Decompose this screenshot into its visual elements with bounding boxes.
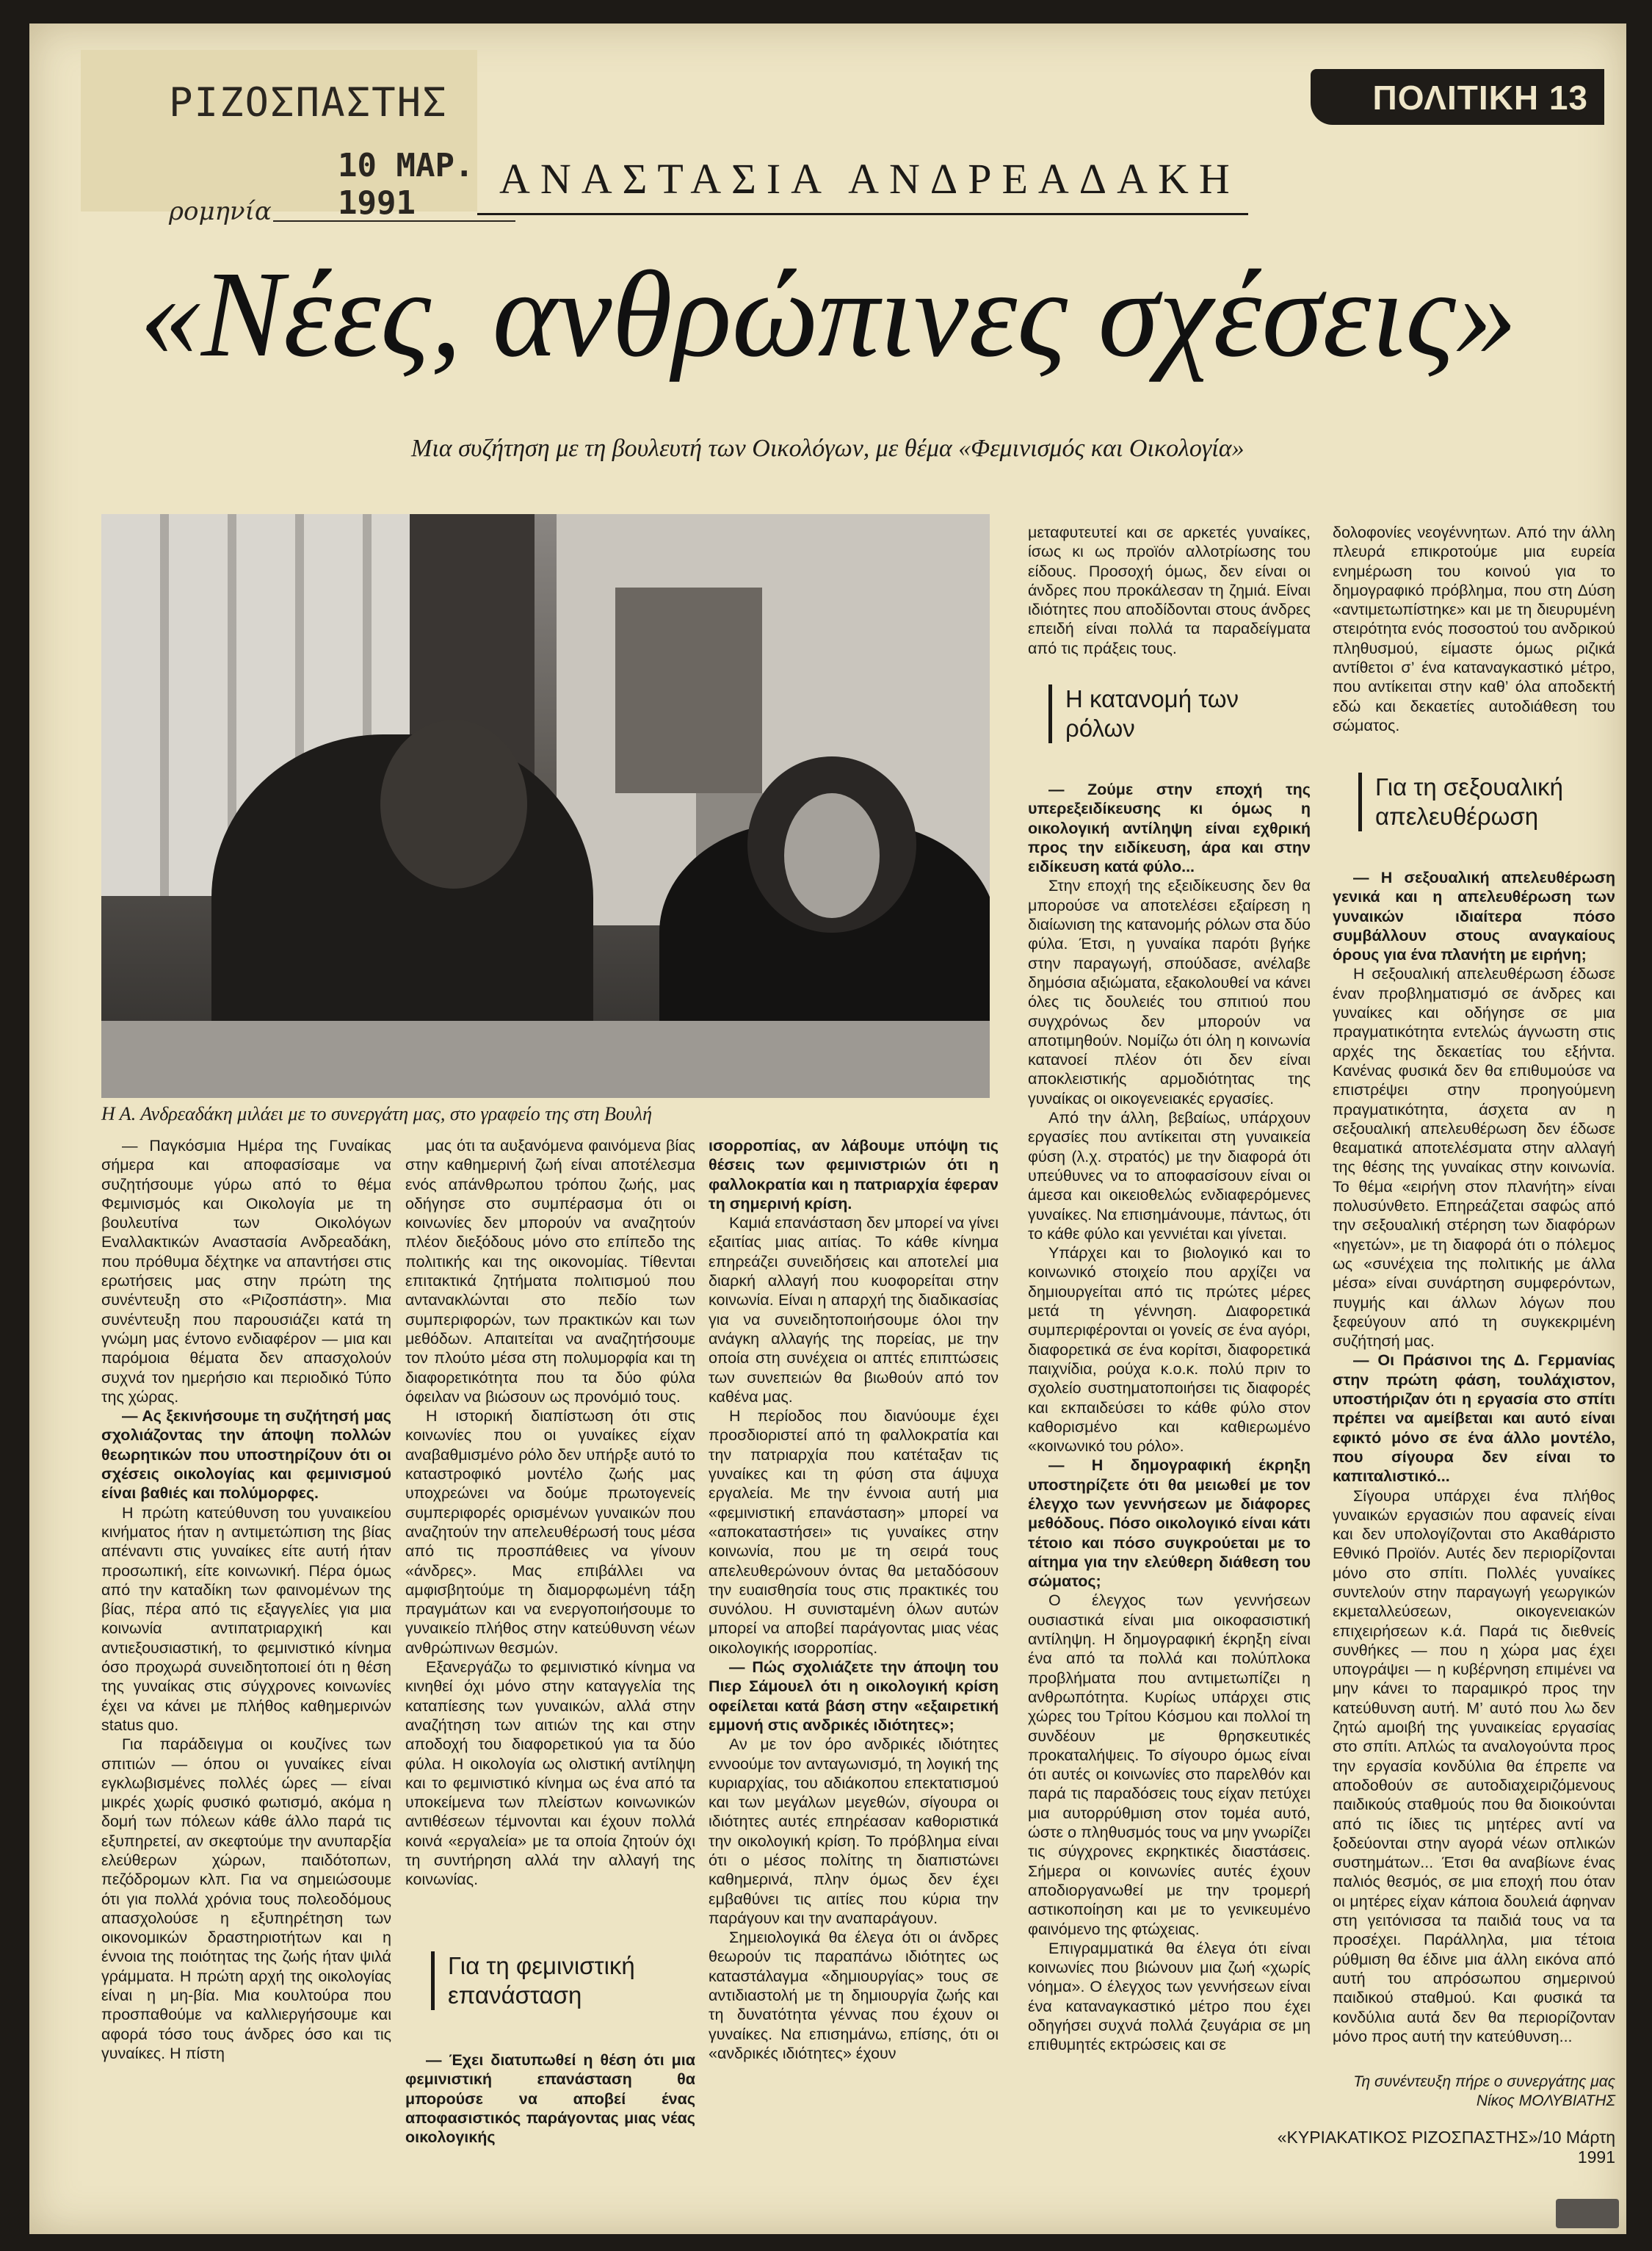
- paragraph: Επιγραμματικά θα έλεγα ότι είναι κοινωνίες που βιώνουν μια ζωή «χωρίς νόημα». Ο έλεγχος των γεννήσεων είναι ένα καταναγκαστικό μέτρο που έχει οδηγήσει συχνά πολλά ζευγάρια σε μη επιθυμητές εκτρώσεις και σε: [1028, 1939, 1311, 2054]
- article-column-2b: [405, 2051, 695, 2147]
- subhead-feminist-revolution: Για τη φεμινιστική επανάσταση: [431, 1951, 690, 2010]
- article-column-5a: [1333, 523, 1615, 735]
- subhead-role-distribution: Η κατανομή των ρόλων: [1048, 684, 1286, 743]
- paragraph: — Ζούμε στην εποχή της υπερεξειδίκευσης κι όμως η οικολογική αντίληψη είναι εχθρική προς την ειδίκευση, άρα και στην ειδίκευση κατά φύλο...: [1028, 781, 1311, 876]
- article-column-3: [709, 1136, 999, 2063]
- paragraph: Από την άλλη, βεβαίως, υπάρχουν εργασίες που αντίκειται στη γυναικεία φύση (λ.χ. στρατός) με την διαφορά ότι υπεύθυνες να το αποφασίσουν είναι οι άμεσα και οικειοθελώς ενδιαφερόμενες γυναίκες. Να επισημάνουμε, πάντως, ότι το κάθε φύλο και γεννιέται και γίνεται.: [1028, 1109, 1311, 1243]
- paragraph: μας ότι τα αυξανόμενα φαινόμενα βίας στην καθημερινή ζωή είναι αποτέλεσμα ενός απάνθρωπου τρόπου ζωής, μας οδήγησε στο συμπέρασμα ότι οι κοινωνίες δεν μπορούν να αναζητούν πλέον διεξόδους μόνο στο επίπεδο της πολιτικής και της οικονομίας. Τίθενται επιτακτικά ζητήματα πολιτισμού που αντανακλώνται στο πεδίο των συμπεριφορών, των πρακτικών και των μεθόδων. Απαιτείται να αναζητήσουμε τον πλούτο μέσα στη πολυμορφία και τη διαφορετικότητα που τα δύο φύλα όφειλαν να βιώσουν ως προνόμιό τους.: [405, 1137, 695, 1406]
- newspaper-clipping: [29, 24, 1626, 2234]
- interview-credit: Τη συνέντευξη πήρε ο συνεργάτης μας Νίκος ΜΟΛΥΒΙΑΤΗΣ: [1353, 2073, 1615, 2109]
- paragraph: Υπάρχει και το βιολογικό και το κοινωνικό στοιχείο που αρχίζει να δημιουργείται από τις πρώτες μέρες μετά τη γέννηση. Διαφορετικά συμπεριφέρονται οι γονείς σε ένα αγόρι, διαφορετικά σε ένα κορίτσι, διαφορετικά παιχνίδια, ρούχα κ.ο.κ. πολύ πριν το σχολείο συστηματοποιήσει τις διαφορές και εκπαιδεύσει το κάθε φύλο στον καθορισμένο και καθιερωμένο «κοινωνικό του ρόλο».: [1028, 1244, 1311, 1456]
- paragraph: Ο έλεγχος των γεννήσεων ουσιαστικά είναι μια οικοφασιστική αντίληψη. Η δημογραφική έκρηξη είναι ένα από τα πολλά και πολύπλοκα προβλήματα που αντιμετωπίζει η ανθρωπότητα. Κυρίως υπάρχει στις χώρες του Τρίτου Κόσμου και πολλοί τη συνδέουν με θρησκευτικές προκαταλήψεις. Το σίγουρο όμως είναι ότι αυτές οι κοινωνίες στο παρελθόν και παρά τις παραδόσεις τους είχαν πετύχει μια αυτορρύθμιση στον τομέα αυτό, ώστε ο πληθυσμός τους να μην γνωρίζει τις σύγχρονες εκρηκτικές διαστάσεις. Σήμερα οι κοινωνίες αυτές έχουν αποδιοργανωθεί με την τρομερή αστικοποίηση και με το γενικευμένο φαινόμενο της φτώχειας.: [1028, 1591, 1311, 1938]
- article-column-4a: [1028, 523, 1311, 658]
- paragraph: Η σεξουαλική απελευθέρωση έδωσε έναν προβληματισμό σε άνδρες και γυναίκες και οδήγησε σε μια πραγματικότητα εντελώς άγνωστη στις αρχές της δεκαετίας του εξήντα. Κανένας φυσικά δεν θα επιθυμούσε να επιστρέψει στην προηγούμενη πραγματικότητα, άσχετα αν η σεξουαλική απελευθέρωση δεν έδωσε θεαματικά αποτελέσματα στην αλλαγή της θέσης της γυναίκας στην κοινωνία. Το θέμα «ειρήνη στον πλανήτη» είναι πολυσύνθετο. Επηρεάζεται σαφώς από την σεξουαλική στέρηση των διαφόρων «ηγετών», με τη διαφορά ότι ο πόλεμος ως «συνέχεια της πολιτικής με άλλα μέσα» είναι συνάρτηση συμφερόντων, πυγμής και άλλων λόγων που ξεφεύγουν από τη συγκεκριμένη συζήτησή μας.: [1333, 965, 1615, 1351]
- paragraph: — Η δημογραφική έκρηξη υποστηρίζετε ότι θα μειωθεί με τον έλεγχο των γεννήσεων με διάφορες μεθόδους. Πόσο οικολογικό είναι κάτι τέτοιο και πόσο συγκρούεται με το αίτημα για την ελεύθερη διάθεση του σώματος;: [1028, 1456, 1311, 1591]
- author-rule: [477, 213, 1248, 215]
- article-column-2: [405, 1136, 695, 1937]
- archive-corner-tag: [1556, 2199, 1619, 2228]
- headline: «Νέες, ανθρώπινες σχέσεις»: [140, 246, 1518, 383]
- article-column-4b: [1028, 780, 1311, 2055]
- author-name: ΑΝΑΣΤΑΣΙΑ ΑΝΔΡΕΑΔΑΚΗ: [499, 155, 1240, 203]
- photo-caption: Η Α. Ανδρεαδάκη μιλάει με το συνεργάτη μας, στο γραφείο της στη Βουλή: [101, 1103, 653, 1124]
- section-badge: [1311, 69, 1604, 125]
- paragraph: Σίγουρα υπάρχει ένα πλήθος γυναικών εργασιών που αφανείς είναι και δεν υπολογίζονται στο Ακαθάριστο Εθνικό Προϊόν. Αυτές δεν περιορίζονται μόνο στο σπίτι. Πολλές γυναίκες συντελούν στην παραγωγή γεωργικών εκμεταλλεύσεων, οικογενειακών επιχειρήσεων κ.ά. Παρά τις διεθνείς συνθήκες — που η χώρα μας έχει υπογράψει — η κυβέρνηση επιμένει να μην κάνει το παραμικρό προς την κατεύθυνση αυτή. Μ’ αυτό που λω δεν ζητώ αμοιβή της γυναικείας εργασίας στο σπίτι. Απλώς τα αναλογούντα προς την εργασία κονδύλια θα έπρεπε να αποδοθούν σε αυτοδιαχειριζόμενους παιδικούς σταθμούς που θα διοικούνται από τις ίδιες τις μητέρες αντί να ξοδεύονται στην αγορά νέων οπλικών συστημάτων... Έτσι θα αναβίωνε ένας παλιός θεσμός, σε μια εποχή που όταν οι μητέρες είχαν κάποια δουλειά άφηναν στη γειτόνισσα τα παιδιά τους να τα προσέχει. Παράλληλα, μια τέτοια ρύθμιση θα έδινε μια άλλη εικόνα από αυτή του απρόσωπου σημερινού παιδικού σταθμού. Και φυσικά τα κονδύλια αυτά δεν θα περιορίζονταν μόνο προς αυτή την κατεύθυνση...: [1333, 1486, 1615, 2045]
- section-label: ΠΟΛΙΤΙΚΗ 13: [1372, 79, 1588, 117]
- stamp-date-label: ρομηνία: [169, 197, 272, 226]
- paragraph: Η πρώτη κατεύθυνση του γυναικείου κινήματος ήταν η αντιμετώπιση της βίας απέναντι στις γυναίκες είτε αυτή ήταν προσωπική, είτε κοινωνική. Πέρα όμως από την καταδίκη των φαινομένων της βίας, πέρα από τις εξαγγελίες για μια κοινωνία αντιπατριαρχική και αντιεξουσιαστική, το φεμινιστικό κίνημα όσο προχωρά συνειδητοποιεί ότι η θέση της γυναίκας στις σύγχρονες κοινωνίες έχει να κάνει με πλήθος καθημερινών status quo.: [101, 1503, 391, 1734]
- paragraph: — Έχει διατυπωθεί η θέση ότι μια φεμινιστική επανάσταση θα μπορούσε να αποβεί ένας αποφασιστικός παράγοντας μιας νέας οικολογικής: [405, 2051, 695, 2147]
- paragraph: μεταφυτευτεί και σε αρκετές γυναίκες, ίσως κι ως προϊόν αλλοτρίωσης του είδους. Προσοχή όμως, δεν είναι οι άνδρες που προκάλεσαν τη ζημιά. Είναι ιδιότητες που αποδίδονται στους άνδρες επειδή είναι πολλά τα παραδείγματα από τις πράξεις τους.: [1028, 524, 1311, 657]
- paragraph: ισορροπίας, αν λάβουμε υπόψη τις θέσεις των φεμινιστριών ότι η φαλλοκρατία και η πατριαρχία έφεραν τη σημερινή κρίση.: [709, 1137, 999, 1213]
- interview-photo: [101, 514, 990, 1098]
- paragraph: — Πώς σχολιάζετε την άποψη του Πιερ Σάμουελ ότι η οικολογική κρίση οφείλεται κατά βάση στην «εξαιρετική εμμονή στις ανδρικές ιδιότητες»;: [709, 1658, 999, 1734]
- paragraph: — Ας ξεκινήσουμε τη συζήτησή μας σχολιάζοντας την άποψη πολλών θεωρητικών που υποστηρίζουν ότι οι σχέσεις οικολογίας και φεμινισμού είναι βαθιές και πολύμορφες.: [101, 1407, 391, 1503]
- paragraph: Εξανεργάζω το φεμινιστικό κίνημα να κινηθεί όχι μόνο στην καταγγελία της καταπίεσης των γυναικών, αλλά στην αναζήτηση των αιτιών της και στην αποδοχή του διαφορετικού για τα δύο φύλα. Η οικολογία ως ολιστική αντίληψη και το φεμινιστικό κίνημα ως ένα από τα υποκείμενα των πλείστων κοινωνικών αντιθέσεων τέμνονται και έχουν πολλά κοινά «εργαλεία» με τα οποία ζητούν όχι τη συντήρηση αλλά την αλλαγή της κοινωνίας.: [405, 1658, 695, 1889]
- paragraph: Αν με τον όρο ανδρικές ιδιότητες εννοούμε τον ανταγωνισμό, τη λογική της κυριαρχίας, του αδιάκοπου επεκτατισμού και των μεγάλων μεγεθών, σίγουρα οι ιδιότητες αυτές επηρέασαν καθοριστικά την οικολογική κρίση. Το πρόβλημα είναι ότι ο μέσος πολίτης τη διαπιστώνει καθημερινά, πλην όμως δεν έχει εμβαθύνει τις αιτίες που κύρια την παράγουν και την αναπαράγουν.: [709, 1735, 999, 1927]
- paragraph: Στην εποχή της εξειδίκευσης δεν θα μπορούσε να αποτελέσει εξαίρεση η διαίωνιση της κατανομής ρόλων στα δύο φύλα. Έτσι, η γυναίκα παρότι βγήκε στην παραγωγή, σπούδασε, ανέλαβε δημόσια αξιώματα, εξακολουθεί να κάνει όλες τις δουλειές του σπιτιού που συγχρόνως δεν μπορούν να αποτιμηθούν. Νομίζω ότι όλη η κοινωνία κατανοεί πλέον ότι δεν είναι αποκλειστικής αρμοδιότητας της γυναίκας οι οικογενειακές εργασίες.: [1028, 877, 1311, 1108]
- article-column-5b: [1333, 868, 1615, 2046]
- paragraph: — Η σεξουαλική απελευθέρωση γενικά και η απελευθέρωση των γυναικών ιδιαίτερα πόσο συμβάλλουν στους αναγκαίους όρους για ένα πλανήτη με ειρήνη;: [1333, 869, 1615, 964]
- paragraph: — Παγκόσμια Ημέρα της Γυναίκας σήμερα και αποφασίσαμε να συζητήσουμε γύρω από το θέμα Φεμινισμός και Οικολογία με τη βουλευτίνα των Οικολόγων Εναλλακτικών Αναστασία Ανδρεαδάκη, που πρόθυμα δέχτηκε να απαντήσει στις ερωτήσεις μας στην πρώτη της συνέντευξη στο «Ριζοσπάστη». Μια συνέντευξη που παρουσιάζει κατά τη γνώμη μας έντονο ενδιαφέρον — μια και παρόμοια θέματα δεν απασχολούν συχνά τον ημερήσιο και περιοδικό Τύπο της χώρας.: [101, 1137, 391, 1406]
- paragraph: Η ιστορική διαπίστωση ότι στις κοινωνίες που οι γυναίκες είχαν αναβαθμισμένο ρόλο δεν υπήρξε αυτό το καταστροφικό μοντέλο ζωής μας υποχρεώνει να δούμε πρωτογενείς συμπεριφορές ορισμένων γυναικών που αναζητούν την απελευθέρωσή τους μέσα από τις προσπάθειες να γίνουν «άνδρες». Μας επιβάλλει να αμφισβητούμε τη διαμορφωμένη τάξη πραγμάτων και να ενεργοποιήσουμε το γυναικείο πλήθος στην κατεύθυνση νέων ανθρώπινων θεσμών.: [405, 1407, 695, 1657]
- source-footer: «ΚΥΡΙΑΚΑΤΙΚΟΣ ΡΙΖΟΣΠΑΣΤΗΣ»/10 Μάρτη 1991: [1277, 2128, 1615, 2167]
- paragraph: Καμιά επανάσταση δεν μπορεί να γίνει εξαιτίας μιας αιτίας. Το κάθε κίνημα επηρεάζει συνειδήσεις και αποτελεί μια διαρκή αλλαγή που κυοφορείται στην κοινωνία. Είναι η απαρχή της διαδικασίας για να συνειδητοποιήσουμε όλοι την ανάγκη αλλαγής της πορείας, με την οποία στη συνέχεια οι απτές επιπτώσεις των συνεπειών θα βιωθούν από τον καθένα μας.: [709, 1214, 999, 1406]
- subhead-sexual-liberation: Για τη σεξουαλική απελευθέρωση: [1358, 773, 1617, 831]
- subtitle: Μια συζήτηση με τη βουλευτή των Οικολόγων, με θέμα «Φεμινισμός και Οικολογία»: [411, 435, 1245, 462]
- paragraph: Σημειολογικά θα έλεγα ότι οι άνδρες θεωρούν τις παραπάνω ιδιότητες ως καταστάλαγμα «δημιουργίας» τους σε αντιδιαστολή με τη δημιουργία ζωής και τη δυνατότητα γέννας που έχουν οι γυναίκες. Να επισημάνω, επίσης, ότι οι «ανδρικές ιδιότητες» έχουν: [709, 1929, 999, 2062]
- paragraph: — Οι Πράσινοι της Δ. Γερμανίας στην πρώτη φάση, τουλάχιστον, υποστήριζαν ότι η εργασία στο σπίτι πρέπει να αμείβεται και αυτό είναι εφικτό μόνο σε ένα άλλο μοντέλο, που σίγουρα δεν είναι το καπιταλιστικό...: [1333, 1351, 1615, 1486]
- stamp-underline: [273, 220, 515, 222]
- stamp-newspaper-name: ΡΙΖΟΣΠΑΣΤΗΣ: [169, 79, 448, 126]
- stamp-date: 10 ΜΑΡ. 1991: [338, 147, 474, 222]
- paragraph: Η περίοδος που διανύουμε έχει προσδιοριστεί από τη φαλλοκρατία και την πατριαρχία που κατέταξαν τις γυναίκες και τη φύση στα άψυχα εργαλεία. Με την έννοια αυτή μια «φεμινιστική επανάσταση» μπορεί να «αποκαταστήσει» τις γυναίκες στην κοινωνία, που με τη σειρά τους απελευθερώνουν όντας θα μεταδόσουν την ευαισθησία τους στις πρακτικές του συνόλου. Η συνισταμένη όλων αυτών μπορεί να αποβεί παράγοντας μιας νέας οικολογικής ισορροπίας.: [709, 1407, 999, 1657]
- archive-stamp: [81, 50, 477, 226]
- article-column-1: [101, 1136, 391, 2063]
- paragraph: Για παράδειγμα οι κουζίνες των σπιτιών — όπου οι γυναίκες είναι εγκλωβισμένες πολλές ώρες — είναι μικρές χωρίς φυσικό φωτισμό, ακόμα η δομή των πόλεων κάθε άλλο παρά τις εξυπηρετεί, αν σκεφτούμε την ανυπαρξία ελεύθερων χώρων, παιδότοπων, πεζόδρομων κλπ. Για να σημειώσουμε ότι για πολλά χρόνια τους πολεοδόμους απασχολούσε η εξυπηρέτηση των οικονομικών δραστηριοτήτων και η έννοια της ποιότητας της ζωής ήταν ψιλά γράμματα. Η πρώτη αρχή της οικολογίας είναι η μη-βία. Μια κουλτούρα που προσπαθούμε να καλλιεργήσουμε και αφορά τόσο τους άνδρες όσο και τις γυναίκες. Η πίστη: [101, 1735, 391, 2062]
- paragraph: δολοφονίες νεογέννητων. Από την άλλη πλευρά επικροτούμε μια ευρεία ενημέρωση του κοινού για το δημογραφικό πρόβλημα, που στη Δύση «αντιμετωπίστηκε» και με τη διευρυμένη στειρότητα ενός ποσοστού του ανδρικού πληθυσμού, είμαστε όμως ριζικά αντίθετοι σ’ ένα καταναγκαστικό μέτρο, που αντίκειται στην καθ’ όλα αποδεκτή εδώ και δεκαετίες αυτοδιάθεση του σώματος.: [1333, 524, 1615, 734]
